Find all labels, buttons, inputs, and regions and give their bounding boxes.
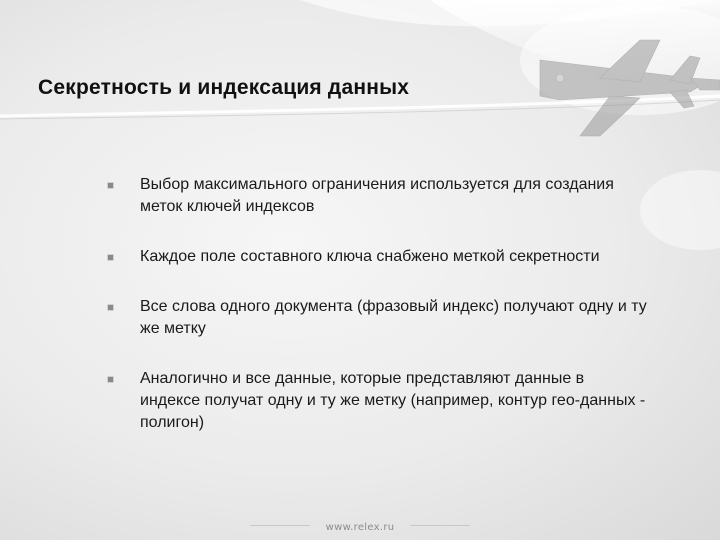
slide-title: Секретность и индексация данных — [38, 76, 410, 99]
square-bullet-icon — [108, 305, 113, 310]
bullet-text: Все слова одного документа (фразовый индекс) получают одну и ту же метку — [140, 298, 647, 337]
footer-url[interactable]: www.relex.ru — [325, 522, 395, 533]
bullet-item — [108, 174, 648, 218]
square-bullet-icon — [108, 183, 113, 188]
square-bullet-icon — [108, 377, 113, 382]
bullet-item — [108, 368, 648, 434]
bullet-text: Каждое поле составного ключа снабжено меткой секретности — [140, 248, 600, 265]
bullet-list — [108, 174, 648, 434]
square-bullet-icon — [108, 255, 113, 260]
bullet-item — [108, 296, 648, 340]
bullet-item — [108, 246, 648, 268]
bullet-text: Аналогично и все данные, которые представляют данные в индексе получат одну и ту же метку (например, контур гео-данных - полигон) — [140, 370, 646, 431]
bullet-text: Выбор максимального ограничения используется для создания меток ключей индексов — [140, 176, 614, 215]
